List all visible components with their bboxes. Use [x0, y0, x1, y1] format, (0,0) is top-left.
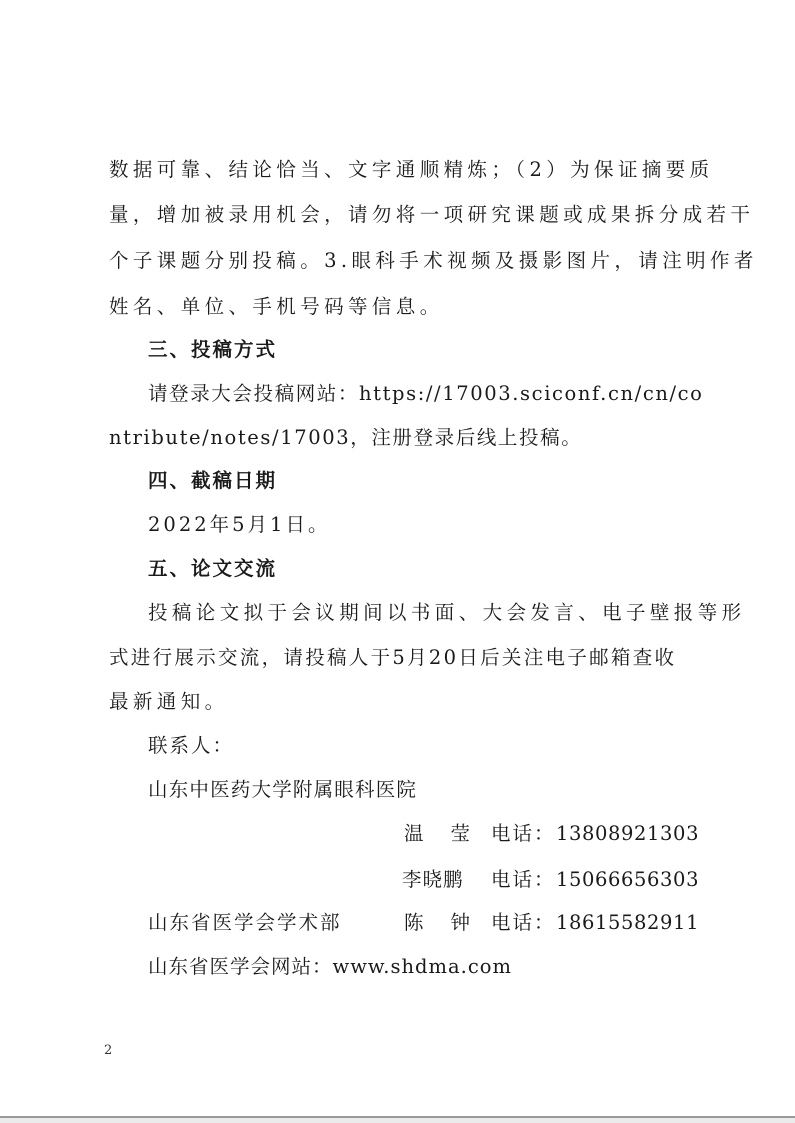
- contact-name: 温 莹: [404, 822, 470, 845]
- phone-label: 电话：: [491, 868, 556, 891]
- phone-number: 15066656303: [556, 868, 700, 891]
- phone-number: 13808921303: [556, 822, 700, 845]
- association-website: 山东省医学会网站：www.shdma.com: [148, 955, 512, 978]
- section-heading-paper-exchange: 五、论文交流: [148, 557, 278, 580]
- page-number: 2: [104, 1043, 113, 1058]
- deadline-date: 2022年5月1日。: [148, 513, 331, 536]
- contact-label: 联系人：: [148, 734, 235, 757]
- paragraph-line: 数据可靠、结论恰当、文字通顺精炼；（2）为保证摘要质: [109, 158, 714, 181]
- phone-label: 电话：: [491, 822, 556, 845]
- submission-url-line: 请登录大会投稿网站：https://17003.sciconf.cn/cn/co: [148, 382, 704, 405]
- hospital-name: 山东中医药大学附属眼科医院: [148, 778, 418, 801]
- paragraph-line: 投稿论文拟于会议期间以书面、大会发言、电子壁报等形: [148, 601, 746, 624]
- phone-label: 电话：: [491, 911, 556, 934]
- scan-edge-shadow: [0, 1118, 795, 1123]
- section-heading-submission-method: 三、投稿方式: [148, 338, 278, 361]
- association-department: 山东省医学会学术部: [148, 911, 342, 934]
- phone-number: 18615582911: [556, 911, 700, 934]
- paragraph-line: 个子课题分别投稿。3.眼科手术视频及摄影图片，请注明作者: [109, 249, 758, 272]
- paragraph-line: 姓名、单位、手机号码等信息。: [109, 295, 444, 318]
- paragraph-line: 量，增加被录用机会，请勿将一项研究课题或成果拆分成若干: [109, 203, 755, 226]
- section-heading-deadline: 四、截稿日期: [148, 469, 278, 492]
- contact-name: 李晓鹏: [402, 868, 464, 891]
- paragraph-line: 式进行展示交流，请投稿人于5月20日后关注电子邮箱查收: [109, 646, 677, 669]
- paragraph-line: 最新通知。: [109, 690, 229, 713]
- submission-url-line-continued: ntribute/notes/17003，注册登录后线上投稿。: [109, 426, 583, 449]
- contact-name: 陈 钟: [404, 911, 470, 934]
